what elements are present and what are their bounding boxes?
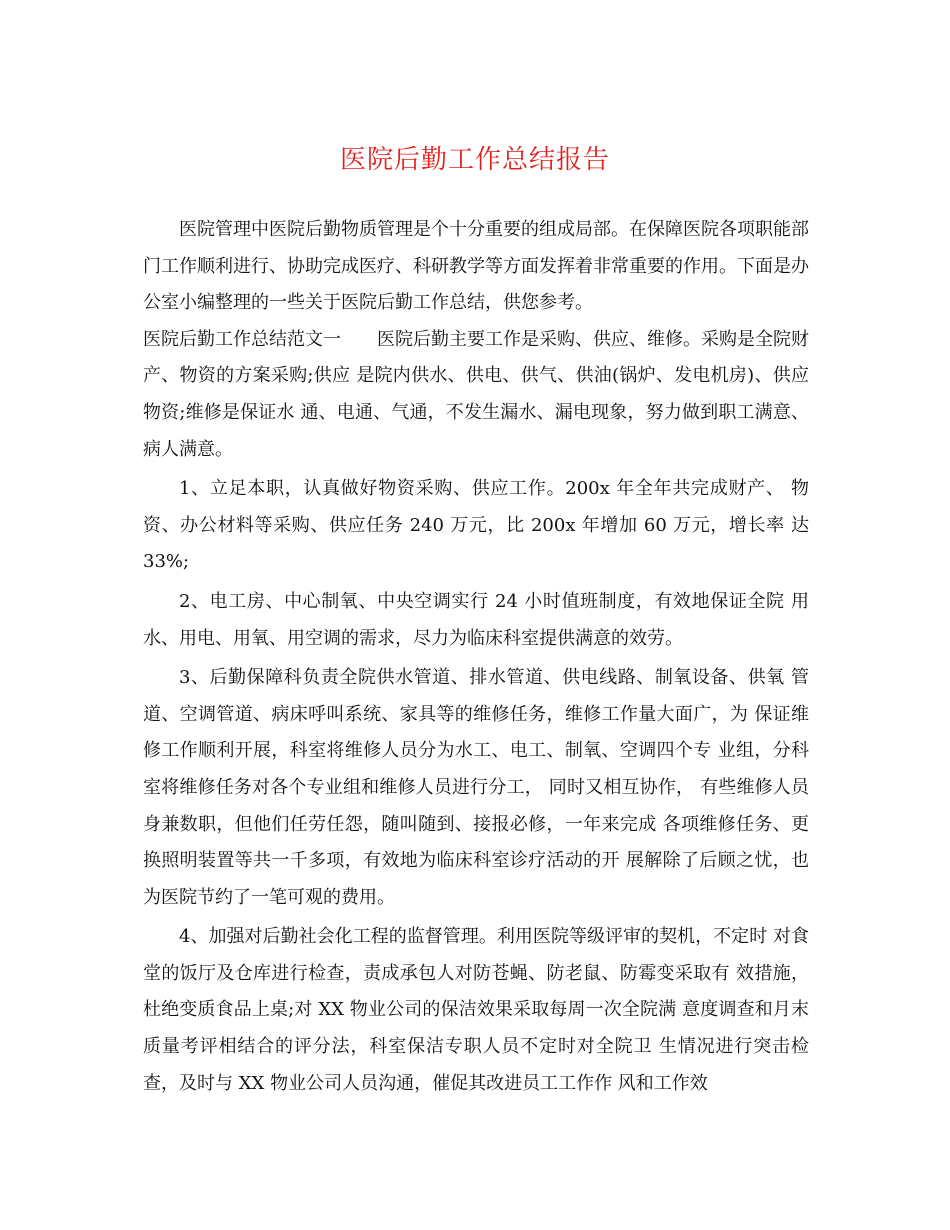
list-item-3: 3、后勤保障科负责全院供水管道、排水管道、供电线路、制氧设备、供氧 管道、空调管道、病床呼叫系统、家具等的维修任务，维修工作量大面广，为 保证维修工作顺利开展，科室将维修人员分为水工、电工、制氧、空调四个专 业组，分科室将维修任务对各个专业组和维修人员进行分工， 同时又相互协作， 有些维修人员身兼数职，但他们任劳任怨，随叫随到、接报必修，一年来完成 各项维修任务、更换照明装置等共一千多项，有效地为临床科室诊疗活动的开 展解除了后顾之忧，也为医院节约了一笔可观的费用。 (143, 667, 809, 908)
list-item-2: 2、电工房、中心制氧、中央空调实行 24 小时值班制度，有效地保证全院 用水、用电、用氧、用空调的需求，尽力为临床科室提供满意的效劳。 (143, 590, 809, 649)
section-intro: 医院后勤主要工作是采购、供应、维修。采购是全院财产、物资的方案采购;供应 是院内供水、供电、供气、供油(锅炉、发电机房)、供应物资;维修是保证水 通、电通、气通，不发生漏水、漏电现象，努力做到职工满意、病人满意。 (143, 328, 809, 460)
document-body (143, 212, 809, 1102)
list-item-1: 1、立足本职，认真做好物资采购、供应工作。200x 年全年共完成财产、 物资、办公材料等采购、供应任务 240 万元，比 200x 年增加 60 万元，增长率 达 33%; (143, 478, 809, 573)
document-title: 医院后勤工作总结报告 (339, 145, 610, 175)
list-item-4: 4、加强对后勤社会化工程的监督管理。利用医院等级评审的契机，不定时 对食堂的饭厅及仓库进行检查，责成承包人对防苍蝇、防老鼠、防霉变采取有 效措施，杜绝变质食品上桌;对 XX 物业公司的保洁效果采取每周一次全院满 意度调查和月末质量考评相结合的评分法，科室保洁专职人员不定时对全院卫 生情况进行突击检查，及时与 XX 物业公司人员沟通，催促其改进员工工作作 风和工作效 (143, 926, 809, 1094)
intro-paragraph: 医院管理中医院后勤物质管理是个十分重要的组成局部。在保障医院各项职能部门工作顺利进行、协助完成医疗、科研教学等方面发挥着非常重要的作用。下面是办公室小编整理的一些关于医院后勤工作总结，供您参考。 (143, 219, 809, 314)
section-heading: 医院后勤工作总结范文一 (143, 328, 341, 350)
section-paragraph (143, 322, 809, 468)
